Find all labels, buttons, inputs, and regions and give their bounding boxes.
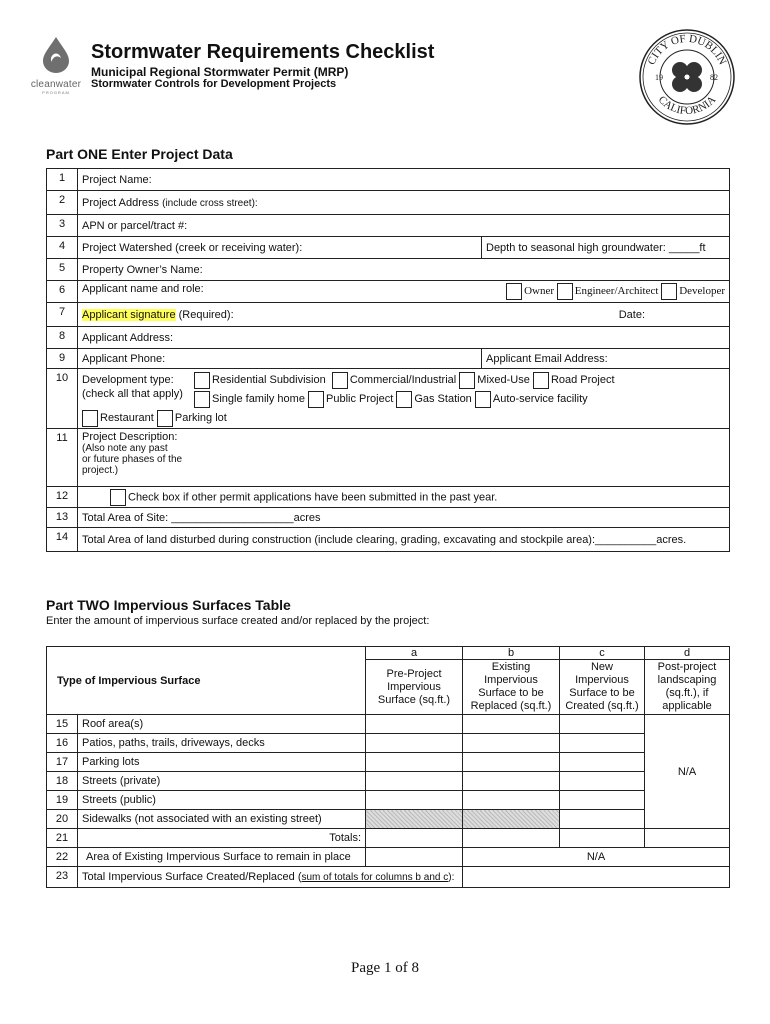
col-d-letter: d [645,647,730,660]
table-row [47,369,730,429]
restaurant-checkbox[interactable] [82,410,98,427]
project-data-table [46,168,730,552]
applicant-name-field[interactable]: Applicant name and role: Owner Engineer/Architect Developer [78,281,730,303]
seal-left-year: 19 [655,73,663,82]
table-row [47,848,730,867]
table-row [47,237,730,259]
svg-text:CALIFORNIA [656,94,719,117]
row-number: 13 [47,508,78,528]
row-number: 22 [47,848,78,867]
single-family-checkbox[interactable] [194,391,210,408]
project-name-field[interactable]: Project Name: [78,169,730,191]
city-seal [638,28,736,126]
auto-service-checkbox[interactable] [475,391,491,408]
row-number: 8 [47,327,78,349]
col-c-letter: c [560,647,645,660]
logo-word: cleanwater [30,79,82,90]
table-row [47,791,730,810]
shaded-cell [366,810,463,829]
col-b-letter: b [463,647,560,660]
table-row [47,303,730,327]
row-number: 11 [47,429,78,487]
logo-sub: PROGRAM [42,90,70,95]
input-cell[interactable] [560,734,645,753]
input-cell[interactable] [560,715,645,734]
table-row [47,429,730,487]
water-drop-icon [41,36,71,74]
subtitle-permit: Municipal Regional Stormwater Permit (MRP) [91,65,349,79]
row-number: 14 [47,528,78,552]
owner-name-field[interactable]: Property Owner’s Name: [78,259,730,281]
input-cell[interactable] [366,848,463,867]
row-number: 19 [47,791,78,810]
development-type-cell: Development type: (check all that apply) Residential Subdivision Commercial/Industrial Mixed-Use Road Project Single family home Public Project Gas Station Auto-service facility Restaurant Parking lot [78,369,730,429]
watershed-field[interactable]: Project Watershed (creek or receiving water): [78,237,482,259]
row-number: 10 [47,369,78,429]
input-cell[interactable] [560,810,645,829]
seal-bottom-text: CALIFORNIA [655,93,719,118]
row-number: 7 [47,303,78,327]
input-cell[interactable] [366,772,463,791]
table-row [47,215,730,237]
other-permits-checkbox[interactable] [110,489,126,506]
input-cell[interactable] [366,734,463,753]
row-label: Patios, paths, trails, driveways, decks [78,734,366,753]
col-b-header: Existing Impervious Surface to be Replaced (sq.ft.) [463,660,560,715]
table-row [47,867,730,888]
row-number: 16 [47,734,78,753]
commercial-industrial-checkbox[interactable] [332,372,348,389]
gas-station-checkbox[interactable] [396,391,412,408]
table-row [47,259,730,281]
road-project-checkbox[interactable] [533,372,549,389]
seal-right-year: 82 [710,73,718,82]
type-header: Type of Impervious Surface [47,647,366,715]
residential-subdivision-checkbox[interactable] [194,372,210,389]
row-number: 6 [47,281,78,303]
shaded-cell [463,810,560,829]
input-cell[interactable] [560,829,645,848]
site-area-field[interactable]: Total Area of Site: ____________________acres [78,508,730,528]
row-number: 1 [47,169,78,191]
row-number: 17 [47,753,78,772]
impervious-surfaces-table [46,646,730,888]
input-cell[interactable] [463,753,560,772]
table-row [47,191,730,215]
apn-field[interactable]: APN or parcel/tract #: [78,215,730,237]
applicant-phone-field[interactable]: Applicant Phone: [78,349,482,369]
input-cell[interactable] [366,753,463,772]
table-row [47,327,730,349]
row-label: Area of Existing Impervious Surface to remain in place [78,848,366,867]
col-a-letter: a [366,647,463,660]
disturbed-area-field[interactable]: Total Area of land disturbed during construction (include clearing, grading, excavating and stockpile area):__________acres. [78,528,730,552]
project-description-field[interactable]: Project Description: (Also note any past or future phases of the project.) [78,429,730,487]
row-label: Streets (public) [78,791,366,810]
table-row [47,810,730,829]
row-label: Roof area(s) [78,715,366,734]
row-number: 5 [47,259,78,281]
part-two-intro: Enter the amount of impervious surface created and/or replaced by the project: [46,615,430,627]
public-project-checkbox[interactable] [308,391,324,408]
row-label: Sidewalks (not associated with an existing street) [78,810,366,829]
table-row [47,169,730,191]
row-label: Streets (private) [78,772,366,791]
parking-lot-checkbox[interactable] [157,410,173,427]
column-letter-row [47,647,730,660]
row-number: 23 [47,867,78,888]
row-label: Parking lots [78,753,366,772]
page-number: Page 1 of 8 [351,960,419,976]
role-developer-checkbox[interactable] [661,283,677,300]
input-cell[interactable] [463,867,730,888]
input-cell[interactable] [463,829,560,848]
row-number: 2 [47,191,78,215]
subtitle-controls: Stormwater Controls for Development Projects [91,78,337,90]
shamrock-icon [672,62,702,92]
date-label: Date: [618,308,645,321]
input-cell[interactable] [463,715,560,734]
applicant-email-field[interactable]: Applicant Email Address: [482,349,730,369]
row-number: 15 [47,715,78,734]
table-row [47,715,730,734]
row-number: 3 [47,215,78,237]
mixed-use-checkbox[interactable] [459,372,475,389]
seal-top-text: CITY OF DUBLIN [645,32,729,67]
groundwater-depth-field[interactable]: Depth to seasonal high groundwater: _____ft [482,237,730,259]
col-d-na: N/A [645,715,730,829]
input-cell[interactable] [560,772,645,791]
input-cell[interactable] [463,734,560,753]
table-row [47,528,730,552]
table-row [47,753,730,772]
applicant-address-field[interactable]: Applicant Address: [78,327,730,349]
input-cell[interactable] [366,829,463,848]
row-number: 4 [47,237,78,259]
other-permits-cell: Check box if other permit applications have been submitted in the past year. [78,487,730,508]
input-cell[interactable] [366,715,463,734]
input-cell[interactable] [645,829,730,848]
col-a-header: Pre-Project Impervious Surface (sq.ft.) [366,660,463,715]
table-row [47,734,730,753]
table-row [47,349,730,369]
row-number: 9 [47,349,78,369]
row-number: 20 [47,810,78,829]
table-row [47,508,730,528]
project-address-field[interactable]: Project Address (include cross street): [78,191,730,215]
part-one-heading: Part ONE Enter Project Data [46,146,233,162]
part-two-heading: Part TWO Impervious Surfaces Table [46,597,291,613]
col-c-header: New Impervious Surface to be Created (sq.ft.) [560,660,645,715]
table-row [47,281,730,303]
cleanwater-logo [30,36,82,95]
table-row [47,829,730,848]
role-owner-checkbox[interactable] [506,283,522,300]
input-cell[interactable] [463,791,560,810]
row-number: 21 [47,829,78,848]
input-cell[interactable] [463,772,560,791]
na-cell: N/A [463,848,730,867]
input-cell[interactable] [366,791,463,810]
role-engineer-checkbox[interactable] [557,283,573,300]
row-number: 18 [47,772,78,791]
row-number: 12 [47,487,78,508]
table-row [47,487,730,508]
input-cell[interactable] [560,753,645,772]
col-d-header: Post-project landscaping (sq.ft.), if applicable [645,660,730,715]
table-row [47,772,730,791]
input-cell[interactable] [560,791,645,810]
signature-field[interactable]: Applicant signature (Required): Date: [78,303,730,327]
totals-label: Totals: [78,829,366,848]
row-label: Total Impervious Surface Created/Replaced (sum of totals for columns b and c): [78,867,463,888]
page-title: Stormwater Requirements Checklist [91,41,435,63]
